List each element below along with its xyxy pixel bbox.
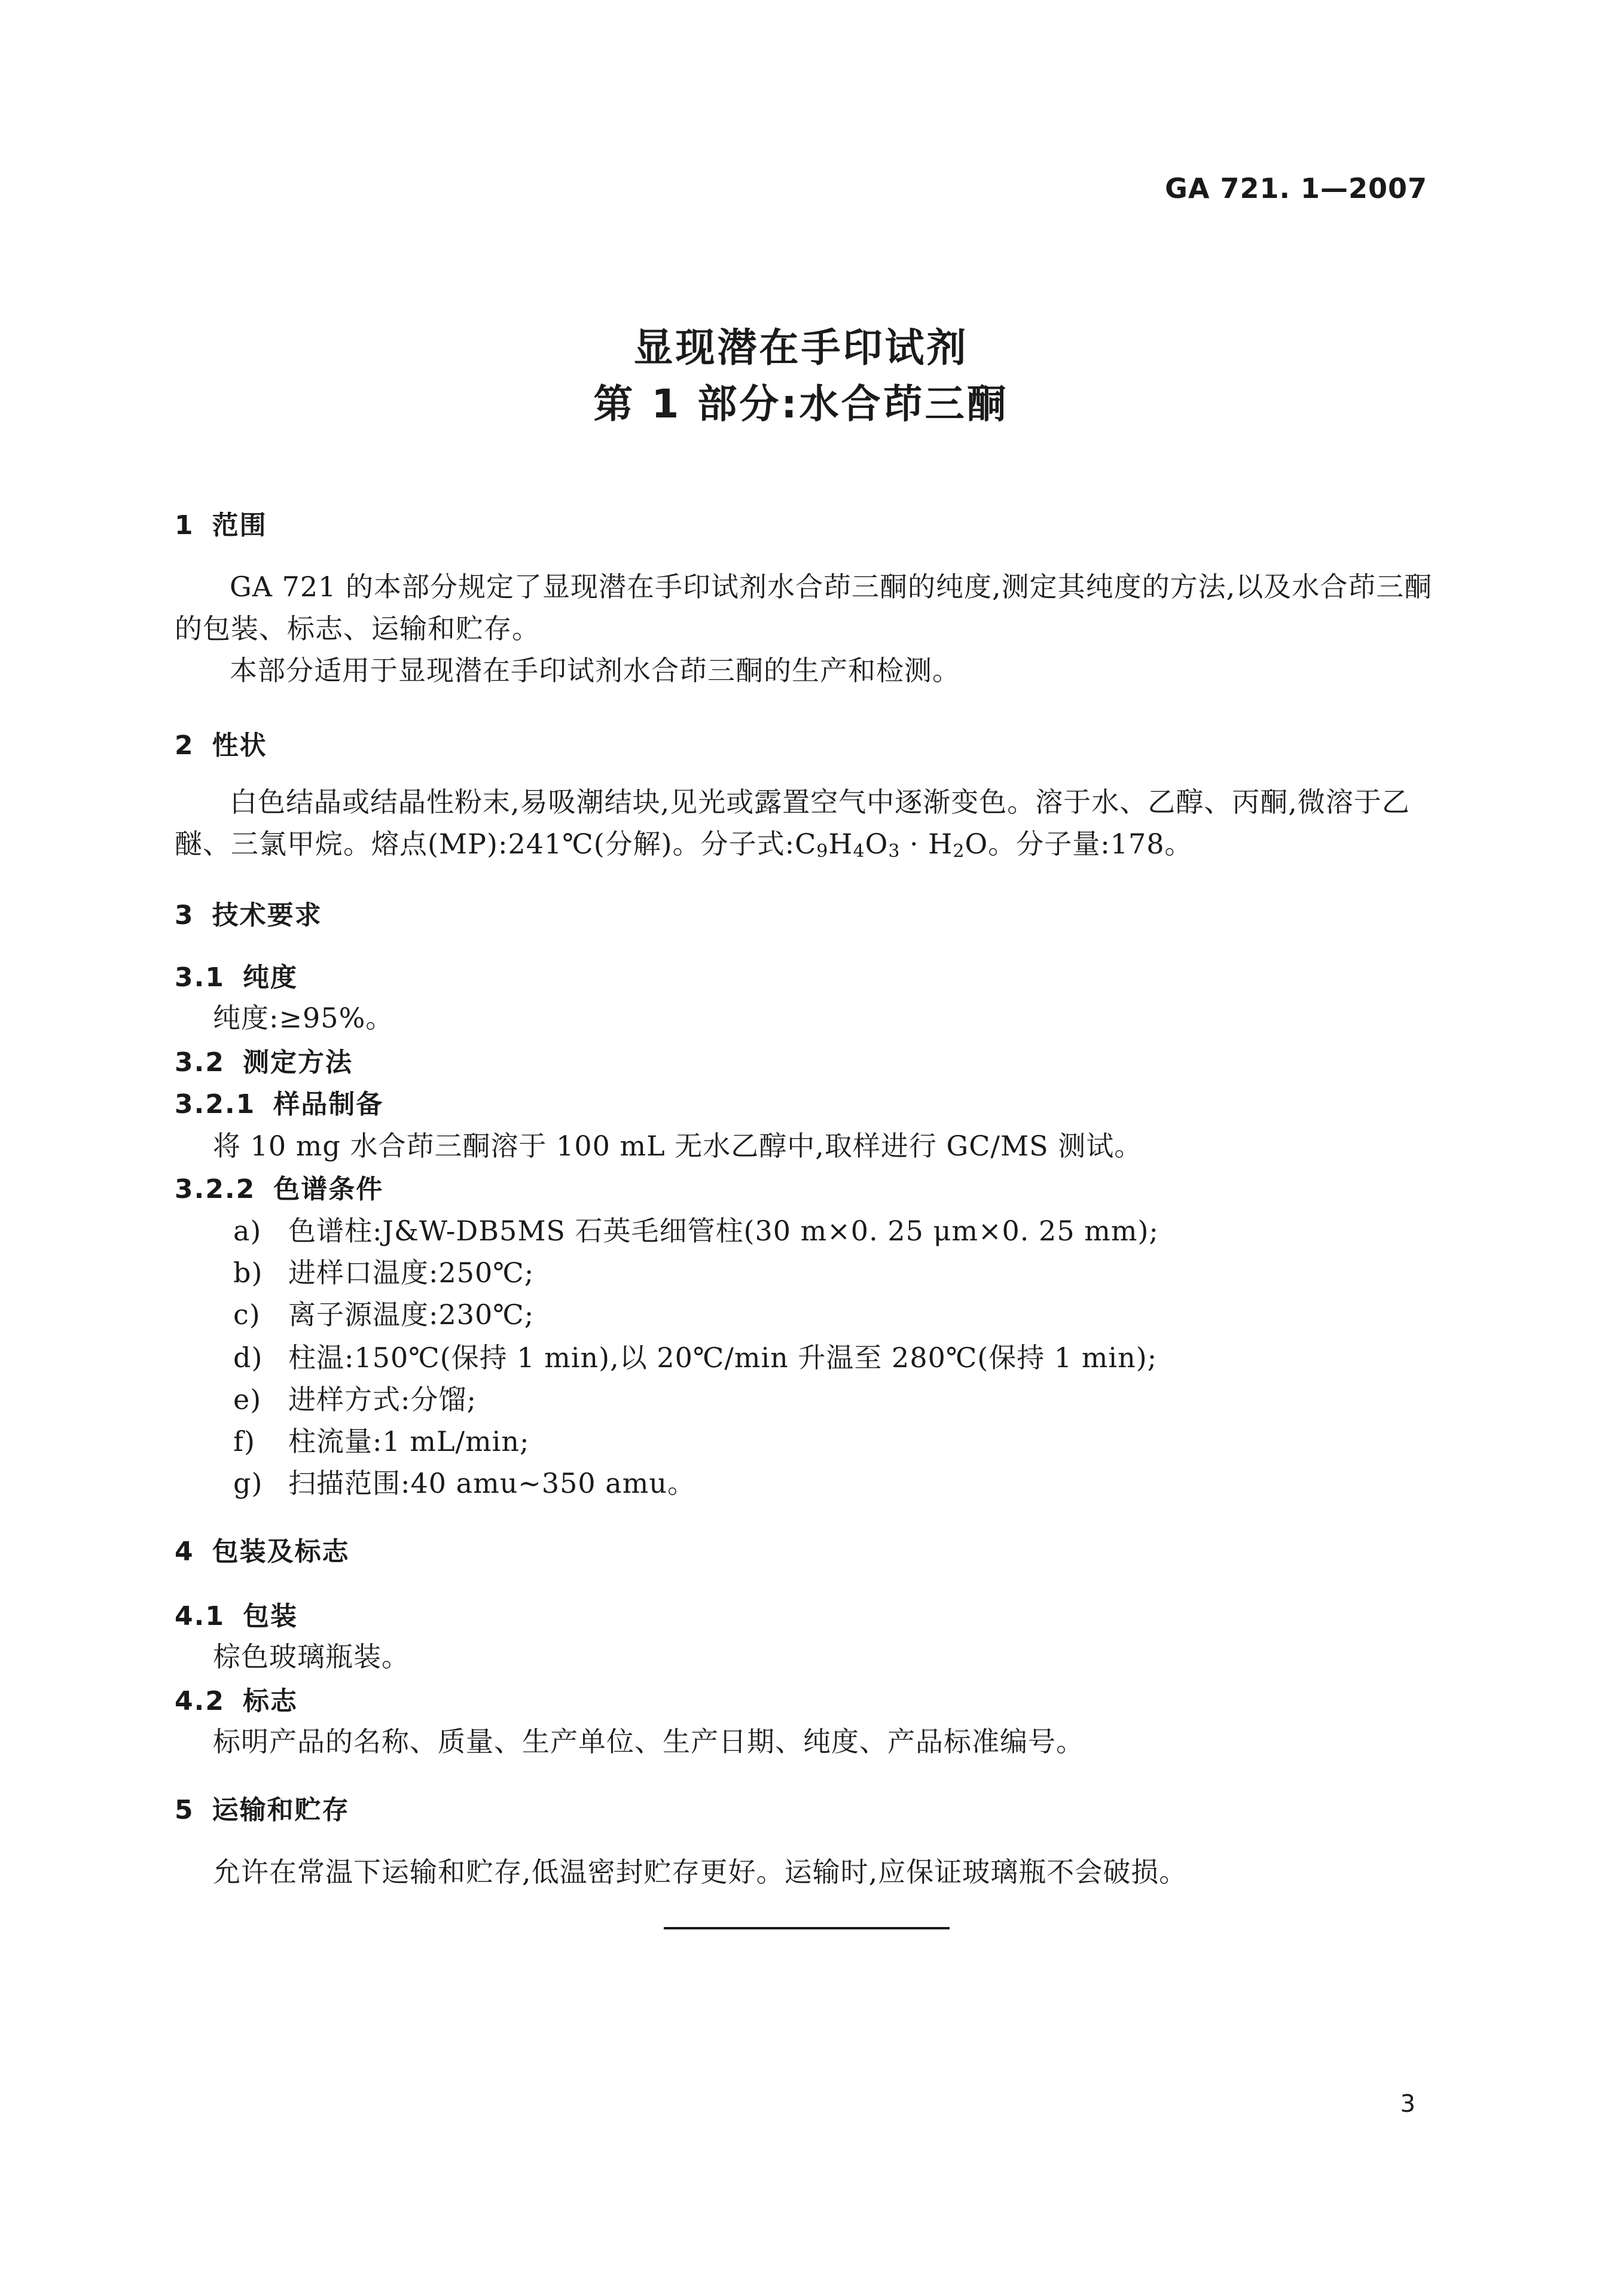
list-item-text: 进样口温度:250℃; bbox=[288, 1257, 535, 1289]
section-number: 2 bbox=[175, 730, 194, 761]
section-title: 包装 bbox=[242, 1601, 298, 1632]
list-item-label: f) bbox=[233, 1425, 255, 1458]
packaging-text: 棕色玻璃瓶装。 bbox=[213, 1641, 410, 1673]
standard-number: GA 721. 1—2007 bbox=[1165, 172, 1427, 205]
section-4-heading bbox=[175, 1530, 350, 1568]
list-item-text: 进样方式:分馏; bbox=[288, 1383, 477, 1416]
list-item bbox=[233, 1336, 1157, 1376]
section-3-2-2-heading bbox=[175, 1167, 383, 1206]
section-title: 运输和贮存 bbox=[212, 1795, 350, 1825]
document-title: 显现潜在手印试剂 bbox=[633, 325, 969, 371]
formula-subscript: 2 bbox=[953, 841, 965, 862]
list-item bbox=[233, 1420, 530, 1459]
transport-storage-text: 允许在常温下运输和贮存,低温密封贮存更好。运输时,应保证玻璃瓶不会破损。 bbox=[213, 1856, 1188, 1888]
list-item-label: b) bbox=[233, 1257, 263, 1289]
list-item-label: e) bbox=[233, 1383, 262, 1416]
list-item-label: a) bbox=[233, 1215, 262, 1247]
list-item-label: c) bbox=[233, 1298, 261, 1331]
list-item-text: 离子源温度:230℃; bbox=[288, 1298, 535, 1331]
section-number: 3 bbox=[175, 900, 194, 931]
formula-text: O bbox=[865, 828, 889, 860]
section-1-paragraph-2: 本部分适用于显现潜在手印试剂水合茚三酮的生产和检测。 bbox=[230, 654, 960, 687]
list-item-text: 色谱柱:J&W-DB5MS 石英毛细管柱(30 m×0. 25 μm×0. 25 mm); bbox=[288, 1215, 1159, 1247]
section-title: 色谱条件 bbox=[273, 1174, 384, 1205]
section-number: 3.2.2 bbox=[175, 1174, 256, 1205]
section-number: 3.2.1 bbox=[175, 1089, 256, 1120]
list-item bbox=[233, 1293, 534, 1333]
list-item-text: 柱温:150℃(保持 1 min),以 20℃/min 升温至 280℃(保持 1 min); bbox=[288, 1341, 1158, 1374]
section-4-1-heading bbox=[175, 1594, 298, 1633]
section-number: 1 bbox=[175, 510, 194, 541]
section-1-paragraph-1: GA 721 的本部分规定了显现潜在手印试剂水合茚三酮的纯度,测定其纯度的方法,以及水合茚三酮的包装、标志、运输和贮存。 bbox=[175, 571, 1433, 645]
properties-text: 白色结晶或结晶性粉末,易吸潮结块,见光或露置空气中逐渐变色。溶于水、乙醇、丙酮,微溶于乙醚、三氯甲烷。熔点(MP):241℃(分解)。分子式:C bbox=[175, 786, 1410, 860]
list-item bbox=[233, 1251, 534, 1291]
section-number: 4.2 bbox=[175, 1686, 225, 1716]
list-item bbox=[233, 1378, 477, 1417]
page-number: 3 bbox=[1400, 2090, 1415, 2118]
list-item-text: 柱流量:1 mL/min; bbox=[288, 1425, 530, 1458]
list-item bbox=[233, 1462, 695, 1501]
end-rule bbox=[664, 1927, 950, 1929]
list-item bbox=[233, 1209, 1159, 1249]
formula-subscript: 3 bbox=[888, 841, 901, 862]
formula-text: · H bbox=[900, 828, 953, 860]
section-2-paragraph bbox=[175, 781, 1436, 865]
section-number: 4.1 bbox=[175, 1601, 225, 1632]
section-number: 4 bbox=[175, 1536, 194, 1567]
section-2-heading bbox=[175, 724, 267, 762]
section-title: 包装及标志 bbox=[212, 1536, 350, 1567]
formula-subscript: 4 bbox=[853, 841, 865, 862]
section-1-heading bbox=[175, 504, 267, 542]
section-3-1-heading bbox=[175, 956, 298, 994]
section-3-2-heading bbox=[175, 1041, 353, 1079]
marking-text: 标明产品的名称、质量、生产单位、生产日期、纯度、产品标准编号。 bbox=[213, 1725, 1084, 1758]
section-title: 测定方法 bbox=[242, 1047, 353, 1078]
section-title: 样品制备 bbox=[273, 1089, 384, 1120]
section-5-heading bbox=[175, 1788, 350, 1827]
section-3-2-1-heading bbox=[175, 1083, 383, 1121]
sample-preparation-text: 将 10 mg 水合茚三酮溶于 100 mL 无水乙醇中,取样进行 GC/MS 测试。 bbox=[213, 1130, 1143, 1162]
section-title: 性状 bbox=[212, 730, 267, 761]
purity-requirement: 纯度:≥95%。 bbox=[213, 1002, 394, 1034]
section-3-heading bbox=[175, 894, 322, 932]
formula-text: O。分子量:178。 bbox=[965, 828, 1193, 860]
section-number: 5 bbox=[175, 1795, 194, 1825]
section-title: 标志 bbox=[242, 1686, 298, 1716]
section-title: 技术要求 bbox=[212, 900, 322, 931]
section-title: 范围 bbox=[212, 510, 267, 541]
formula-text: H bbox=[828, 828, 853, 860]
section-number: 3.1 bbox=[175, 962, 225, 993]
section-title: 纯度 bbox=[242, 962, 298, 993]
formula-subscript: 9 bbox=[816, 841, 829, 862]
document-subtitle: 第 1 部分:水合茚三酮 bbox=[593, 381, 1009, 427]
section-number: 3.2 bbox=[175, 1047, 225, 1078]
section-4-2-heading bbox=[175, 1679, 298, 1718]
list-item-label: g) bbox=[233, 1467, 263, 1499]
list-item-text: 扫描范围:40 amu~350 amu。 bbox=[288, 1467, 695, 1499]
list-item-label: d) bbox=[233, 1341, 263, 1374]
